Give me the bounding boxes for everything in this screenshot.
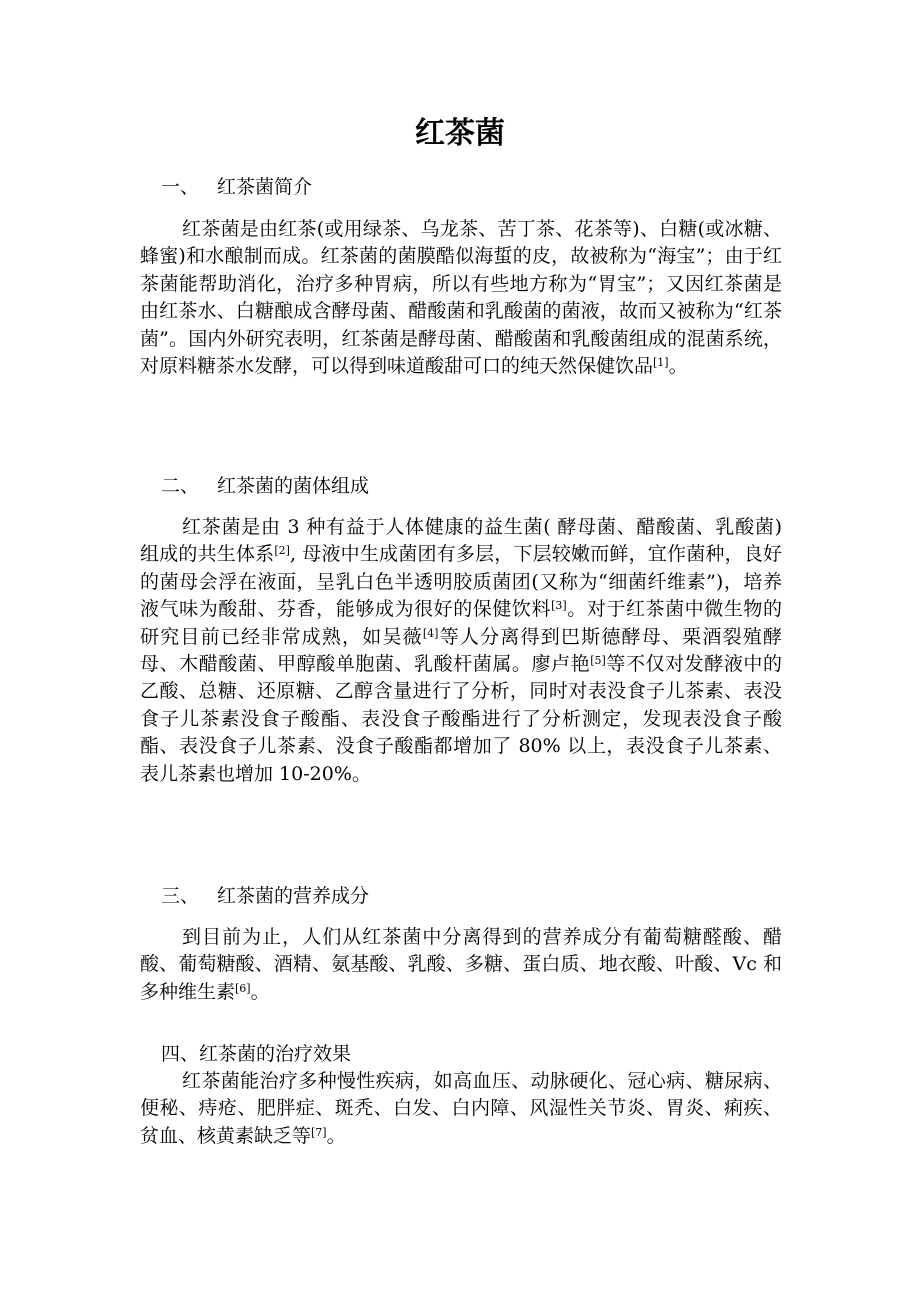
paragraph-text: 红茶菌能治疗多种慢性疾病，如高血压、动脉硬化、冠心病、糖尿病、便秘、痔疮、肥胖症、斑秃、白发、白内障、风湿性关节炎、胃炎、痢疾、贫血、核黄素缺乏等 <box>140 1070 782 1147</box>
paragraph-text: 。 <box>250 980 270 1003</box>
section-heading-text: 红茶菌的菌体组成 <box>217 475 370 497</box>
section-paragraph-4 <box>140 1068 782 1150</box>
section-heading-text: 红茶菌的营养成分 <box>217 885 370 907</box>
citation-marker: [2] <box>274 544 290 558</box>
section-paragraph-2 <box>140 514 782 788</box>
paragraph-text: 到目前为止，人们从红茶菌中分离得到的营养成分有葡萄糖醛酸、醋酸、葡萄糖酸、酒精、氨基酸、乳酸、多糖、蛋白质、地衣酸、叶酸、Vc 和多种维生素 <box>140 926 782 1003</box>
section-heading-1 <box>161 173 312 201</box>
section-number: 三、 <box>161 885 200 907</box>
citation-marker: [7] <box>311 1125 327 1139</box>
document-title: 红茶菌 <box>415 116 505 151</box>
citation-marker: [3] <box>551 599 567 613</box>
paragraph-text: 。对于红茶菌中微生物的研究目前已经非常成熟，如吴薇 <box>140 598 782 648</box>
section-heading-3 <box>161 882 369 910</box>
section-paragraph-3 <box>140 924 782 1006</box>
paragraph-text: 等不仅对发酵液中的乙酸、总糖、还原糖、乙醇含量进行了分析，同时对表没食子儿茶素、表没食子儿茶素没食子酸酯、表没食子酸酯进行了分析测定，发现表没食子酸酯、表没食子儿茶素、没食子酸酯都增加了 80% 以上，表没食子儿茶素、表儿茶素也增加 10-20%。 <box>140 653 782 785</box>
section-number: 二、 <box>161 475 200 497</box>
paragraph-text: 红茶菌是由红茶(或用绿茶、乌龙茶、苦丁茶、花茶等)、白糖(或冰糖、蜂蜜)和水酿制而成。红茶菌的菌膜酷似海蜇的皮，故被称为“海宝”；由于红茶菌能帮助消化，治疗多种胃病，所以有些地方称为“胃宝”；又因红茶菌是由红茶水、白糖酿成含酵母菌、醋酸菌和乳酸菌的菌液，故而又被称为“红茶菌”。国内外研究表明，红茶菌是酵母菌、醋酸菌和乳酸菌组成的混菌系统，对原料糖茶水发酵，可以得到味道酸甜可口的纯天然保健饮品 <box>140 218 782 378</box>
section-heading-text: 红茶菌的治疗效果 <box>199 1043 352 1065</box>
citation-marker: [6] <box>235 981 251 995</box>
section-heading-text: 红茶菌简介 <box>217 176 313 198</box>
section-paragraph-1 <box>140 216 782 380</box>
section-number: 四、 <box>161 1043 200 1065</box>
paragraph-text: 等人分离得到巴斯德酵母、栗酒裂殖酵母、木醋酸菌、甲醇酸单胞菌、乳酸杆菌属。廖卢艳 <box>140 625 782 676</box>
citation-marker: [5] <box>590 654 606 668</box>
section-heading-4 <box>161 1040 351 1068</box>
paragraph-text: 。 <box>668 355 688 378</box>
citation-marker: [4] <box>422 626 439 640</box>
section-number: 一、 <box>161 176 200 198</box>
citation-marker: [1] <box>653 356 669 370</box>
paragraph-text: , 母液中生成菌团有多层，下层较嫩而鲜，宜作菌种，良好的菌母会浮在液面，呈乳白色半透明胶质菌团(又称为“细菌纤维素”)，培养液气味为酸甜、芬香，能够成为很好的保健饮料 <box>140 543 782 621</box>
section-heading-2 <box>161 472 369 500</box>
paragraph-text: 红茶菌是由 3 种有益于人体健康的益生菌( 酵母菌、醋酸菌、乳酸菌) 组成的共生体系 <box>140 516 782 566</box>
paragraph-text: 。 <box>326 1124 346 1147</box>
